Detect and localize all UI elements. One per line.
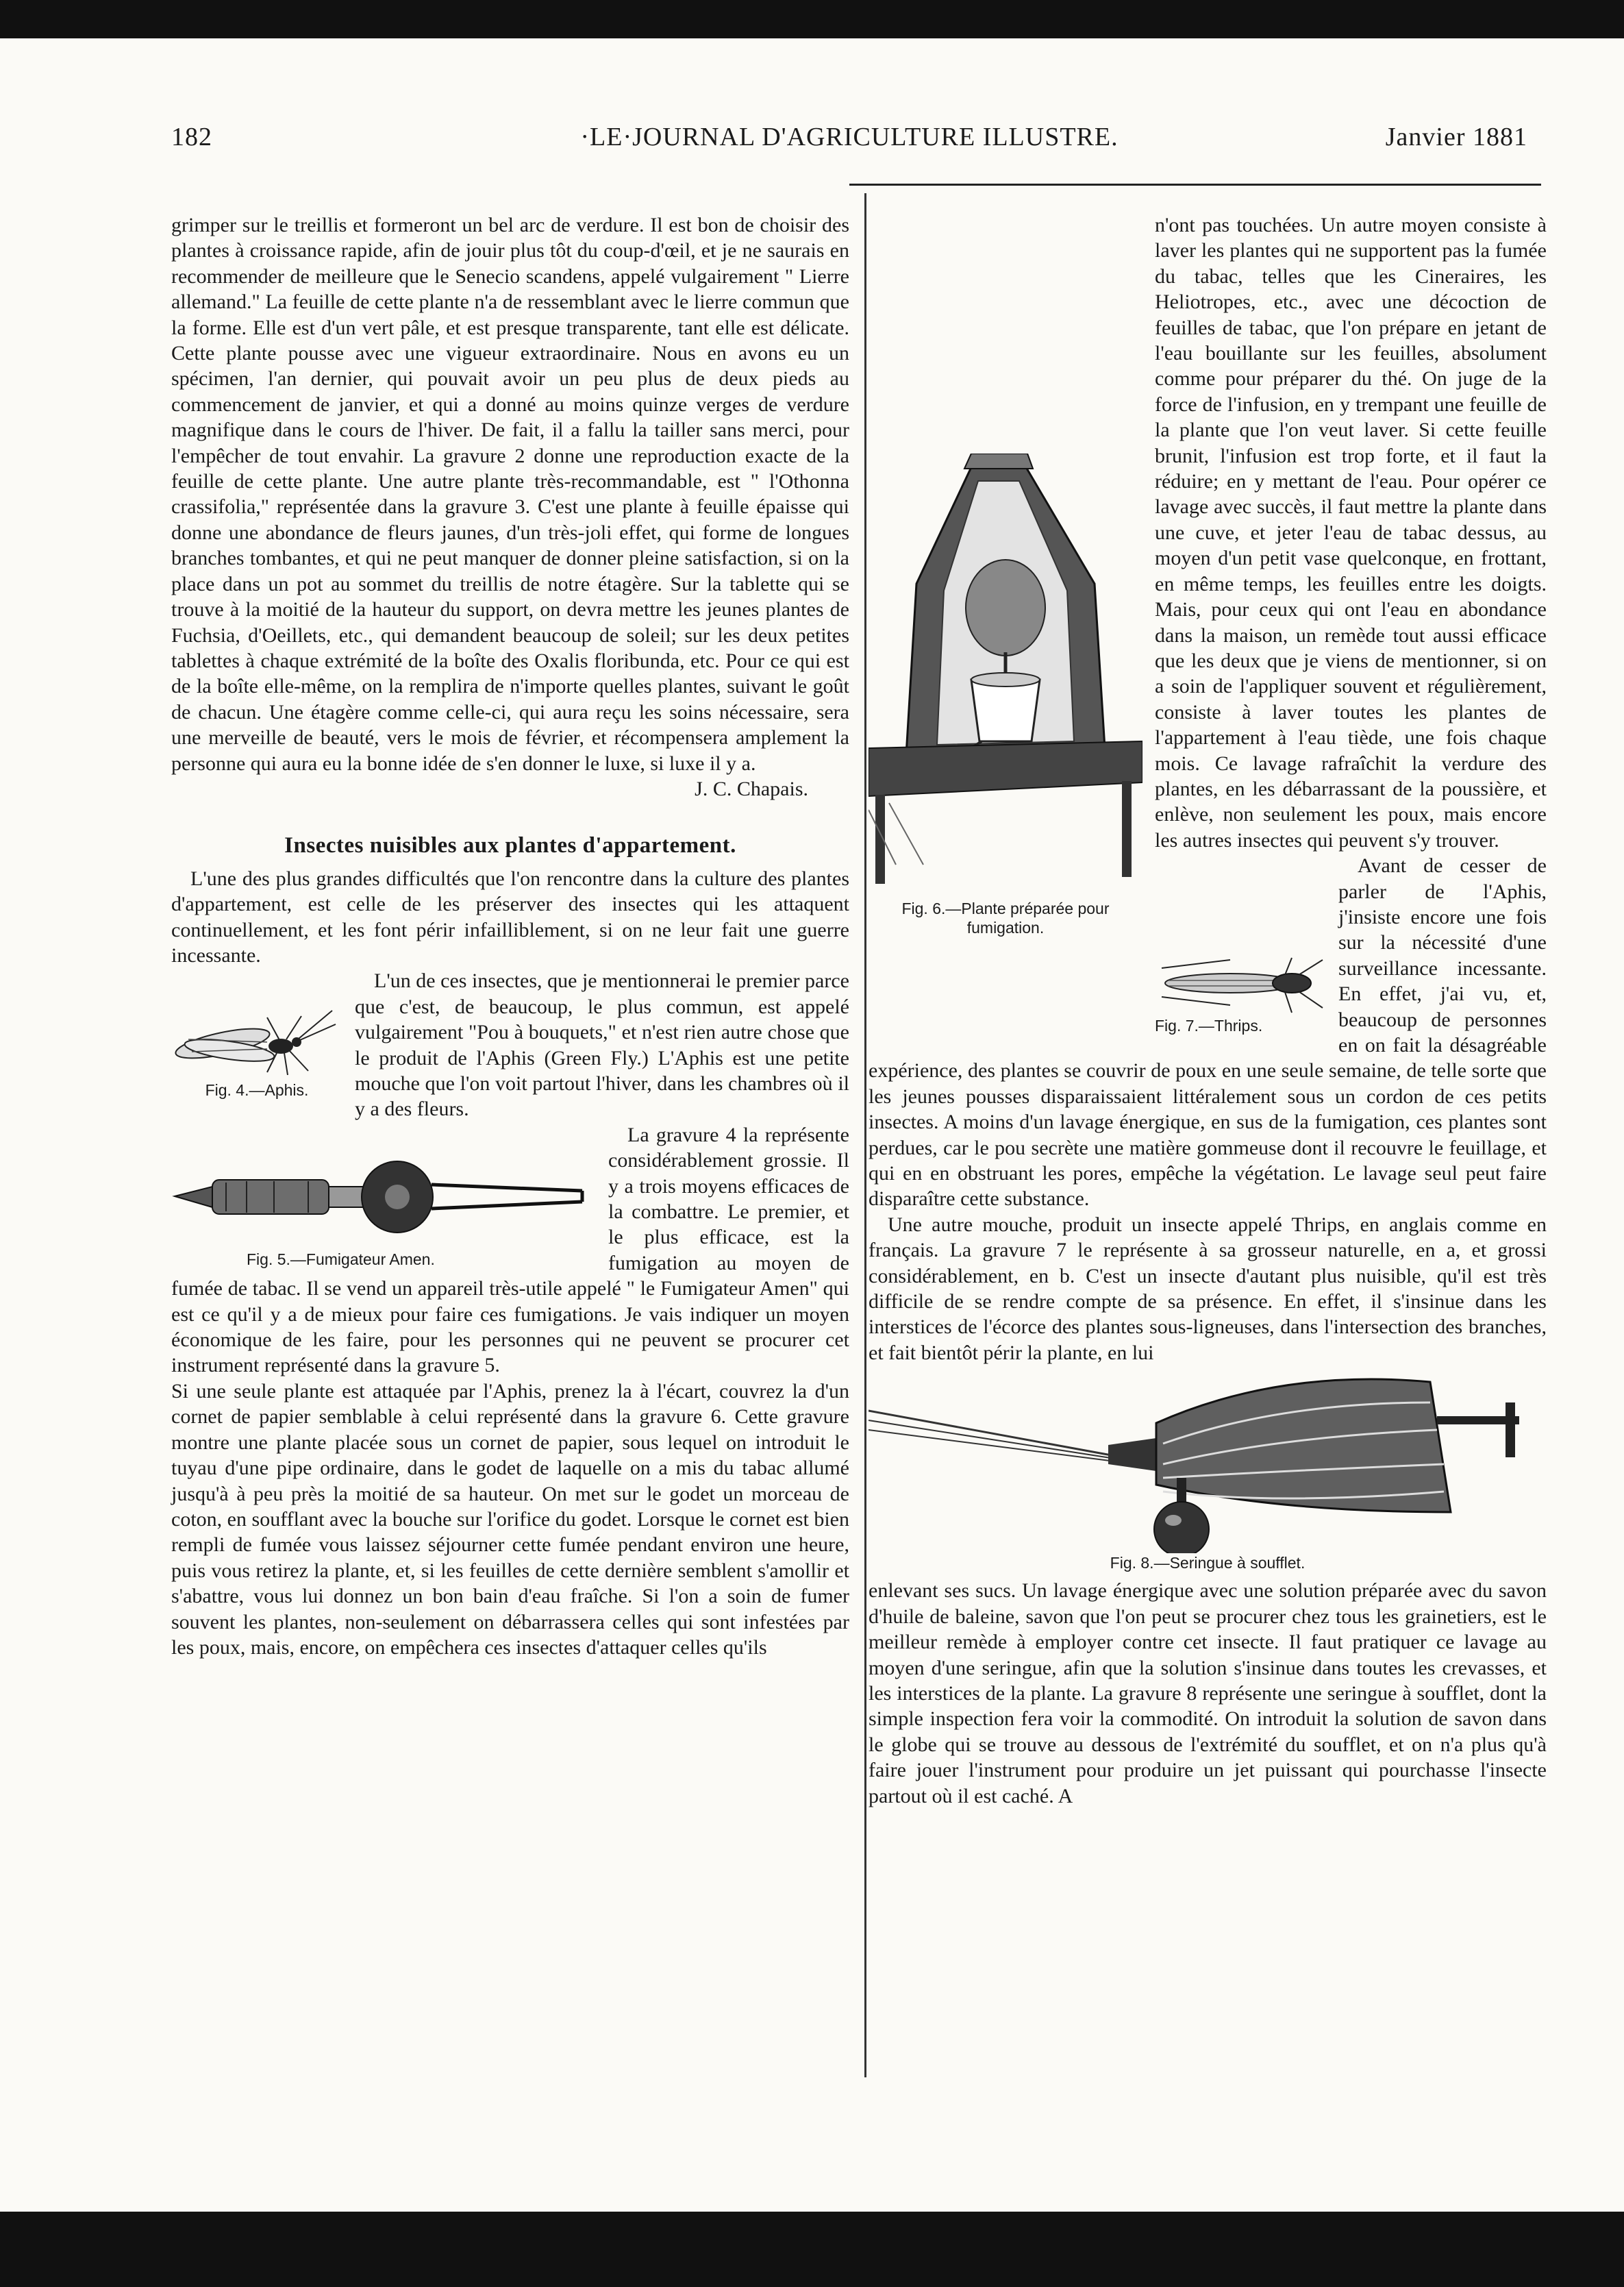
scan-top-border	[0, 0, 1624, 38]
plant-under-cone-illustration	[869, 454, 1142, 899]
fumigator-illustration	[171, 1147, 596, 1250]
paragraph: Avant de cesser de parler de l'Aphis, j'insiste encore une fois sur la nécessité d'une surveillance incessante. En effet, j'ai vu, et, beaucoup de personnes en on fait la désagréable expérience, des plantes se couvrir de poux en une seule semaine, de telle sorte que les jeunes pousses disparaissaient littéralement sous un cordon de ces petits insectes. A moins d'un lavage énergique, en sus de la fumigation, ces plantes sont perdues, car le pou secrète une matière gommeuse dont il recouvre le feuillage, et qui en en obstruant les pores, empêche la végétation. Le lavage seul peut faire disparaître cette substance.	[869, 854, 1547, 1211]
figure-6-caption: Fig. 6.—Plante préparée pour fumigation.	[901, 900, 1110, 937]
paragraph: L'une des plus grandes difficultés que l'on rencontre dans la culture des plantes d'appartement, est celle de les préserver des insectes qui les attaquent continuellement, et les font périr infailliblement, si on ne leur fait une guerre incessante.	[171, 867, 849, 967]
column-divider	[864, 193, 866, 2077]
page-header	[171, 122, 1527, 163]
journal-title: ·LE·JOURNAL D'AGRICULTURE ILLUSTRE.	[580, 123, 1119, 151]
figure-7-thrips	[1155, 954, 1326, 1035]
issue-date: Janvier 1881	[1385, 123, 1527, 151]
figure-8-caption: Fig. 8.—Seringue à soufflet.	[1110, 1554, 1306, 1572]
header-rule	[849, 184, 1541, 186]
figure-8-bellows-syringe	[869, 1375, 1547, 1572]
article-signature: J. C. Chapais.	[695, 777, 808, 800]
figure-4-caption: Fig. 4.—Aphis.	[205, 1081, 309, 1100]
thrips-illustration	[1155, 954, 1326, 1016]
paragraph: Si une seule plante est attaquée par l'Aphis, prenez la à l'écart, couvrez la d'un cornet de papier semblable à celui représenté dans la gravure 6. Cette gravure montre une plante placée sous un cornet de papier, sous lequel on introduit le tuyau d'une pipe ordinaire, dans le godet de laquelle on a mis du tabac allumé jusqu'à à peu près la moitié de sa hauteur. On met sur le godet un morceau de coton, en soufflant avec la bouche sur l'orifice du godet. Lorsque le cornet est bien rempli de fumée vous laissez séjourner cette fumée pendant environ une heure, puis vous retirez la plante, et, si les feuilles de cette dernière semblent s'amollir et s'abattre, vous lui donnez un bon bain d'eau fraîche. Si l'on a soin de fumer souvent les plantes, non-seulement on débarrassera celles qui sont infestées par les poux, mais, encore, on empêchera ces insectes d'attaquer celles qu'ils	[171, 1379, 849, 1659]
figure-6-plant-fumigation	[869, 454, 1142, 937]
paragraph: n'ont pas touchées. Un autre moyen consiste à laver les plantes qui ne supportent pas la fumée du tabac, telles que les Cineraires, les Heliotropes, etc., avec une décoction de feuilles de tabac, que l'on prépare en jetant de l'eau bouillante sur les feuilles, absolument comme pour préparer du thé. On juge de la force de l'infusion, en y trempant une feuille de la plante que l'on veut laver. Si cette feuille brunit, l'infusion est trop forte, et il faut la réduire; en y mettant de l'eau. Pour opérer ce lavage avec succès, il faut mettre la plante dans une cuve, et jeter l'eau de tabac dessus, au moyen d'un petit vase quelconque, en frottant, en même temps, les feuilles entre les doigts. Mais, pour ceux qui ont l'eau en abondance dans la maison, un remède tout aussi efficace que les deux que je viens de mentionner, si on a soin de l'appliquer souvent et régulièrement, consiste à laver toutes les plantes de l'appartement à l'eau tiède, une fois chaque mois. Ce lavage rafraîchit la verdure des plantes, en les débarrassant de la poussière, et enlève, non seulement les poux, mais encore les autres insectes qui peuvent s'y trouver.	[1155, 214, 1547, 852]
bellows-syringe-illustration	[869, 1375, 1547, 1553]
paragraph: enlevant ses sucs. Un lavage énergique avec une solution préparée avec du savon d'huile de baleine, savon que l'on peut se procurer chez tous les grainetiers, est le meilleur remède à employer contre cet insecte. Il faut pratiquer ce lavage au moyen d'une seringue, afin que la solution s'insinue dans toutes les crevasses, et les interstices de la plante. La gravure 8 représente une seringue à soufflet, dont la simple inspection fera voir la commodité. On introduit la solution de savon dans le globe qui se trouve au dessous de l'extrémité du soufflet, et on n'a plus qu'à faire jouer l'instrument pour produire un jet puissant qui pourchasse l'insecte partout où il est caché. A	[869, 1579, 1547, 1807]
paragraph: Une autre mouche, produit un insecte appelé Thrips, en anglais comme en français. La gravure 7 le représente à sa grosseur naturelle, en a, et grossi considérablement, en b. C'est un insecte d'autant plus nuisible, qu'il est très difficile de se rendre compte de sa présence. En effet, il s'insinue dans les interstices de l'écorce des plantes sous-ligneuses, dans l'intersection des branches, et fait bientôt périr la plante, en lui	[869, 1213, 1547, 1364]
paragraph	[171, 212, 849, 800]
figure-5-caption: Fig. 5.—Fumigateur Amen.	[247, 1250, 435, 1268]
aphis-illustration	[171, 1004, 342, 1080]
figure-7-caption: Fig. 7.—Thrips.	[1155, 1017, 1263, 1035]
paragraph: L'un de ces insectes, que je mentionnerai le premier parce que c'est, de beaucoup, le plus commun, est appelé vulgairement "Pou à bouquets," et n'est rien autre chose que le produit de l'Aphis (Green Fly.) L'Aphis est une petite mouche que l'on voit partout l'hiver, dans les chambres où il y a des fleurs.	[355, 969, 849, 1121]
left-column	[171, 212, 849, 1660]
figure-5-fumigator	[171, 1147, 596, 1269]
section-title: Insectes nuisibles aux plantes d'appartement.	[284, 833, 736, 858]
paragraph: La gravure 4 la représente considérablement grossie. Il y a trois moyens efficaces de la combattre. Le premier, et le plus efficace, est la fumigation au moyen de fumée de tabac. Il se vend un appareil très-utile appelé " le Fumigateur Amen" qui est ce qu'il y a de mieux pour faire ces fumigations. Je vais indiquer un moyen économique de les faire, pour les personnes qui ne peuvent se procurer cet instrument représenté dans la gravure 5.	[171, 1123, 849, 1377]
page-number: 182	[171, 123, 212, 151]
right-column	[869, 212, 1547, 1809]
paragraph-text: grimper sur le treillis et formeront un bel arc de verdure. Il est bon de choisir des plantes à croissance rapide, afin de jouir plus tôt du coup-d'œil, et je ne saurais en recommender de meilleure que le Senecio scandens, appelé vulgairement " Lierre allemand." La feuille de cette plante n'a de ressemblant avec le lierre commun que la forme. Elle est d'un vert pâle, et est presque transparente, tant elle est délicate. Cette plante pousse avec une vigueur extraordinaire. Nous en avons eu un spécimen, l'an dernier, qui pouvait avoir un peu plus de deux pieds au commencement de janvier, et qui a donné au moins quinze verges de verdure magnifique dans le cours de l'hiver. De fait, il a fallu la tailler sans merci, pour l'empêcher de tout envahir. La gravure 2 donne une reproduction exacte de la feuille de cette plante. Une autre plante très-recommandable, est " l'Othonna crassifolia," représentée dans la gravure 3. C'est une plante à feuille épaisse qui donne une abondance de fleurs jaunes, d'un très-joli effet, qui forme de longues branches tombantes, et qui ne peut manquer de donner pleine satisfaction, si on la place dans un pot au sommet du treillis de notre étagère. Sur la tablette qui se trouve à la moitié de la hauteur du support, on devra mettre les jeunes plantes de Fuchsia, d'Oeillets, etc., qui demandent beaucoup de soleil; sur les deux petites tablettes à chaque extrémité de la boîte des Oxalis floribunda, etc. Pour ce qui est de la boîte elle-même, on la remplira de n'importe quelles plantes, suivant le goût de chacun. Une étagère comme celle-ci, qui aura reçu les soins nécessaire, sera une merveille de beauté, vers le mois de février, et récompensera amplement la personne qui aura eu la bonne idée de s'en donner le luxe, si luxe il y a.	[171, 214, 849, 775]
figure-4-aphis	[171, 1004, 342, 1100]
scan-bottom-border	[0, 2212, 1624, 2287]
